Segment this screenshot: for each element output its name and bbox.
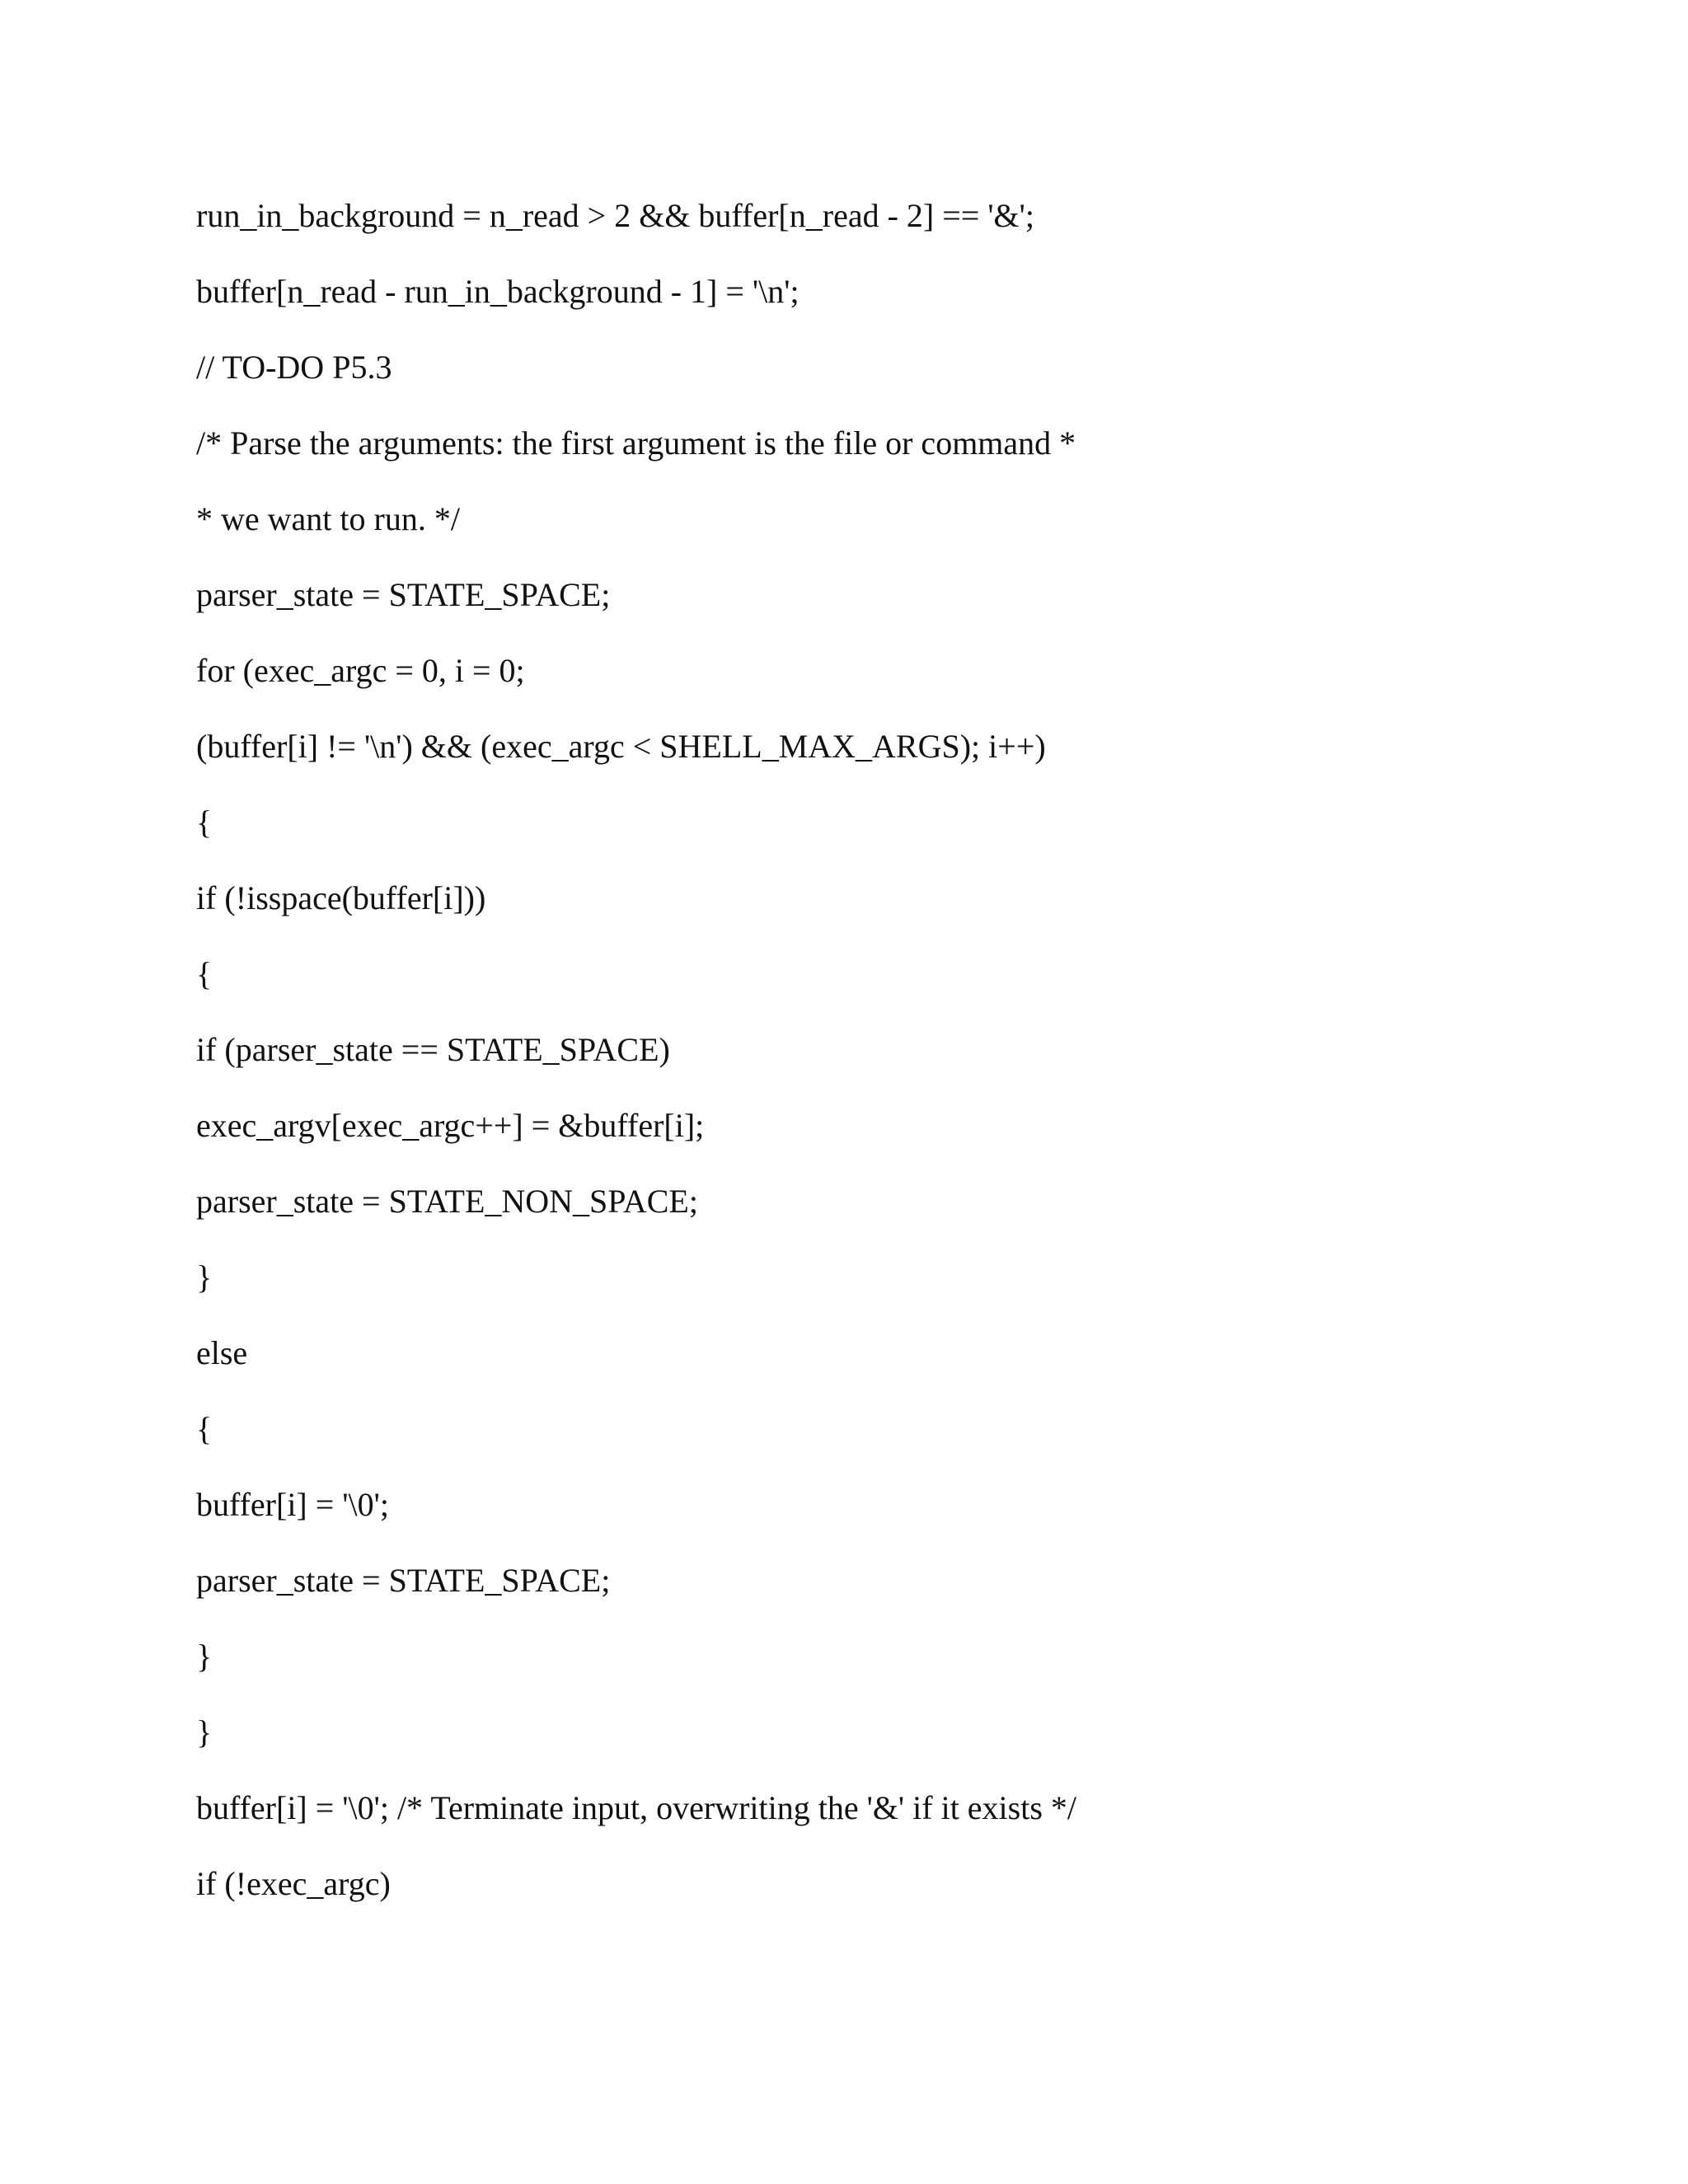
code-line: run_in_background = n_read > 2 && buffer[n_read - 2] == '&';: [196, 197, 1034, 234]
code-line: parser_state = STATE_SPACE;: [196, 1562, 611, 1599]
code-line: parser_state = STATE_NON_SPACE;: [196, 1183, 698, 1220]
code-line: /* Parse the arguments: the first argument is the file or command *: [196, 424, 1076, 462]
code-line: if (!exec_argc): [196, 1865, 391, 1902]
code-line: parser_state = STATE_SPACE;: [196, 576, 611, 613]
code-line: }: [196, 1258, 213, 1296]
code-line: {: [196, 1410, 213, 1447]
code-line: if (parser_state == STATE_SPACE): [196, 1031, 670, 1068]
code-line: (buffer[i] != '\n') && (exec_argc < SHELL_MAX_ARGS); i++): [196, 728, 1046, 765]
code-line: else: [196, 1334, 248, 1371]
code-line: }: [196, 1713, 213, 1750]
code-line: buffer[i] = '\0'; /* Terminate input, overwriting the '&' if it exists */: [196, 1789, 1077, 1826]
code-listing: [196, 194, 1076, 1938]
code-line: buffer[n_read - run_in_background - 1] = '\n';: [196, 273, 799, 310]
code-line: {: [196, 955, 213, 992]
code-line: if (!isspace(buffer[i])): [196, 879, 486, 916]
code-line: buffer[i] = '\0';: [196, 1486, 389, 1523]
code-line: for (exec_argc = 0, i = 0;: [196, 652, 525, 689]
code-line: * we want to run. */: [196, 500, 460, 537]
code-line: exec_argv[exec_argc++] = &buffer[i];: [196, 1107, 705, 1144]
code-line: {: [196, 804, 213, 841]
code-line: // TO-DO P5.3: [196, 349, 392, 386]
code-line: }: [196, 1638, 213, 1675]
